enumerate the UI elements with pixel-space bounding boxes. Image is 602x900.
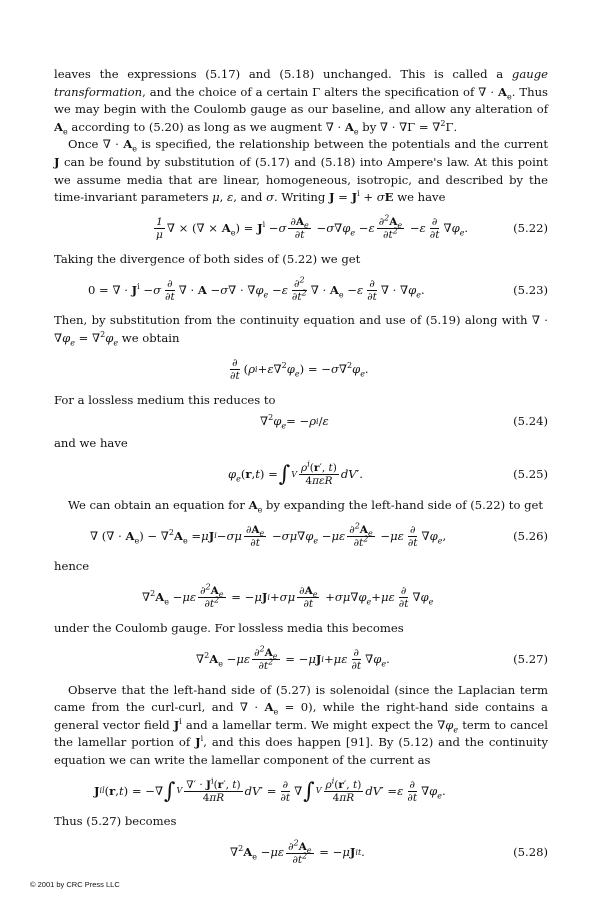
- paragraph-ampere-substitution: Once ∇ · $A_e$ is specified, the relationship between the potentials and the current J can be found by substitution of (5.17) and (5.18) into Ampere's law. At this point we assume media that are linear, homogeneous, isotropic, and described by the time-invariant parameters μ, ε, and σ. Writing $J = J^i + \sigma E$ we have: [54, 137, 548, 205]
- paragraph-expand-lhs: We can obtain an equation for $A_e$ by expanding the left-hand side of (5.22) to get: [68, 497, 544, 515]
- paragraph-solenoidal: Observe that the left-hand side of (5.27) is solenoidal (since the Laplacian term came from the curl-curl, and ∇ · $A_e = 0$), while the right-hand side contains a general vector field $J^i$ and a lamellar term. We might expect the $\nabla\varphi_e$ term to cancel the lamellar portion of $J^i$, and this does happen [91]. By (5.12) and the continuity equation we can write the lamellar component of the current as: [54, 682, 548, 767]
- paragraph-continuity: Then, by substitution from the continuity equation and use of (5.19) along with ∇ · $\nabla\varphi_e = \nabla^2\varphi_e$ we obtain: [54, 313, 548, 348]
- equation-5-22: $\frac{1}{\mu}$ ∇ × (∇ × $A_e) = J^i$ − σ $\frac{\partial A_e}{\partial t}$ − σ ∇ $\varphi_e$ − ε $\frac{\partial^2A_e}{\partial t^2}$ − ε $\frac{\partial}{\partial t}$ ∇ $\varphi_e$ . (5.22): [54, 207, 548, 251]
- equation-5-26: ∇ (∇ · $A_e) - \nabla^2A_e$ = μ J i − σμ $\frac{\partial A_e}{\partial t}$ − σμ ∇ $\varphi_e$ − με $\frac{\partial^2A_e}{\partial t^2}$ − με $\frac{\partial}{\partial t}$ ∇ $\varphi_e$ , (5.26): [54, 514, 548, 558]
- equation-number-5-25: (5.25): [513, 466, 548, 481]
- paragraph-and-we-have: and we have: [54, 436, 128, 451]
- equation-number-5-27: (5.27): [513, 651, 548, 666]
- equation-unnumbered-poisson: $\frac{\partial}{\partial t}$ ( ρ i + ε ∇$^2$ $\varphi_e$ ) = − σ ∇$^2$ $\varphi_e$ .: [230, 357, 369, 383]
- equation-unnumbered-lamellar: J i l (r, t ) = −∇ ∫ V $\frac{\nabla' \cdot J^i(r', t)}{4\pi R}$ dV ′ = $\frac{\partial}{\partial t}$ ∇ ∫ V $\frac{\rho^i(r', t)}{4\pi R}$ dV ′ = ε $\frac{\partial}{\partial t}$ ∇ $\varphi_e$ .: [94, 776, 446, 804]
- paragraph-gauge-transformation: leaves the expressions (5.17) and (5.18) unchanged. This is called a gauge transformation, and the choice of a certain Γ alters the specification of ∇ · $A_e$. Thus we may begin with the Coulomb gauge as our baseline, and allow any alteration of $A_e$ according to (5.20) as long as we augment ∇ · $A_e$ by ∇ · ∇Γ = ∇$^2$Γ.: [54, 67, 548, 137]
- equation-5-25: $\varphi_e$ (r, t ) = ∫ V $\frac{\rho^i(r', t)}{\text{4πεR}}$ dV ′. (5.25): [54, 453, 548, 497]
- equation-unnumbered-coulomb: $\nabla^2A_e$ − με $\frac{\partial^2A_e}{\partial t^2}$ = − μ J i + σμ $\frac{\partial A_e}{\partial t}$ + σμ ∇ $\varphi_e$ + με $\frac{\partial}{\partial t}$ ∇ $\varphi_e$: [142, 582, 434, 611]
- equation-number-5-26: (5.26): [513, 528, 548, 543]
- equation-number-5-24: (5.24): [513, 414, 548, 429]
- equation-number-5-22: (5.22): [513, 220, 548, 235]
- equation-5-23: 0 = ∇ · $J^i$ − σ $\frac{\partial}{\partial t}$ ∇ · A − σ ∇ · ∇ $\varphi_e$ − ε $\frac{\partial^2}{\partial t^2}$ ∇ · $A_e$ − ε $\frac{\partial}{\partial t}$ ∇ · ∇ $\varphi_e$ . (5.23): [54, 268, 548, 312]
- paragraph-divergence: Taking the divergence of both sides of (5.22) we get: [54, 251, 361, 266]
- copyright-footer: © 2001 by CRC Press LLC: [30, 880, 120, 889]
- paragraph-lossless: For a lossless medium this reduces to: [54, 392, 276, 407]
- equation-5-28: $\nabla^2A_e$ − με $\frac{\partial^2A_e}{\partial t^2}$ = − μ J i t . (5.28): [54, 831, 548, 875]
- equation-number-5-28: (5.28): [513, 845, 548, 860]
- equation-number-5-23: (5.23): [513, 282, 548, 297]
- equation-5-27: $\nabla^2A_e$ − με $\frac{\partial^2A_e}{\partial t^2}$ = − μ J i + με $\frac{\partial}{\partial t}$ ∇ $\varphi_e$ . (5.27): [54, 638, 548, 682]
- paragraph-thus: Thus (5.27) becomes: [54, 814, 177, 829]
- equation-5-24: ∇$^2$ $\varphi_e$ = − ρ i / ε (5.24): [54, 409, 548, 435]
- paper-page: [54, 66, 548, 875]
- paragraph-coulomb-gauge: under the Coulomb gauge. For lossless media this becomes: [54, 620, 404, 635]
- paragraph-hence: hence: [54, 559, 90, 574]
